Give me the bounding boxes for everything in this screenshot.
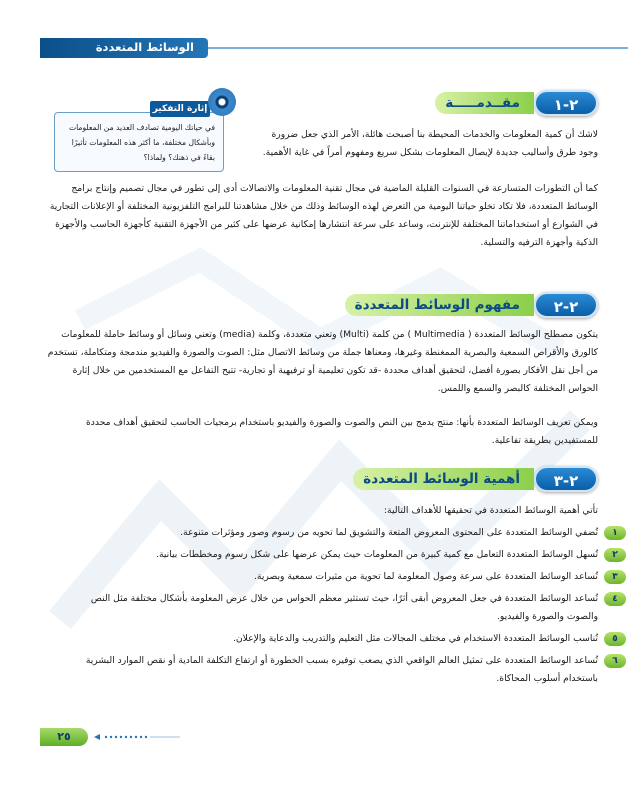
list-item-text: تُساعد الوسائط المتعددة في جعل المعروض أبقى أثرًا، حيث تستثير معظم الحواس من خلال عرض المعلومة بأشكال مختلفة مثل النص والصوت والصورة والفيديو. bbox=[90, 593, 598, 622]
concept-paragraph-1: يتكون مصطلح الوسائط المتعددة ( Multimedia ) من كلمة (Multi) وتعني متعددة، وكلمة (media) وتعني وسائل أو وسائط حاملة للمعلومات كالورق والأقراص السمعية والبصرية الممغنطة وغيرها، ومعناها جملة من وسائط الاتصال مثل: الصوت والصورة والفيديو مندمجة ومتكاملة، تستخدم من أجل نقل الأفكار بصورة أفضل، لتحقيق أهداف محددة -قد تكون تعليمية أو ترفيهية أو تجارية- تتيح التفاعل مع المستخدمين من خلال إثارة الحواس المختلفة كالبصر والسمع واللمس. bbox=[47, 329, 598, 394]
concept-paragraph-2: ويمكن تعريف الوسائط المتعددة بأنها: منتج يدمج بين النص والصوت والصورة والفيديو باستخدام برمجيات الحاسب لتحقيق أهداف محددة للمستفيدين بطريقة تفاعلية. bbox=[85, 417, 598, 446]
bullet-number: ٦ bbox=[604, 654, 626, 668]
bullet-number: ١ bbox=[604, 526, 626, 540]
section-title: مقــدمـــــة bbox=[435, 92, 534, 114]
bullet-number: ٤ bbox=[604, 592, 626, 606]
section-heading-importance bbox=[348, 466, 598, 492]
section-number: ٢-١ bbox=[534, 90, 598, 116]
list-item-text: تُسهل الوسائط المتعددة التعامل مع كمية كبيرة من المعلومات حيث يمكن عرضها على شكل رسوم ومخططات بيانية. bbox=[156, 549, 598, 560]
intro-paragraph-2: كما أن التطورات المتسارعة في السنوات القليلة الماضية في مجال تقنية المعلومات والاتصالات أدى إلى تطور في مجال تصميم وإنتاج برامج الوسائط المتعددة، فلا تكاد تخلو حياتنا اليومية من التعرض لهذه الوسائط وذلك من خلال مشاهدتنا للبرامج التلفزيونية المختلفة أو الإعلانات التجارية في الشوارع أو استخداماتنا المختلفة للإنترنت، وساعد على سرعة انتشارها إمكانية عرضها على كثير من الأجهزة التقنية كأجهزة الحاسب والأجهزة الذكية وأجهزة الترفيه والتسلية. bbox=[49, 183, 598, 248]
header-banner bbox=[40, 38, 208, 58]
bullet-number: ٣ bbox=[604, 570, 626, 584]
list-item bbox=[68, 568, 618, 586]
thinking-prompt-box bbox=[54, 112, 224, 172]
arrow-icon bbox=[92, 733, 182, 741]
page-number: ٢٥ bbox=[40, 728, 88, 746]
list-item bbox=[68, 590, 618, 626]
importance-intro: تأتي أهمية الوسائط المتعددة في تحقيقها للأهداف التالية: bbox=[383, 505, 598, 516]
list-item bbox=[68, 630, 618, 648]
list-item-text: تُناسب الوسائط المتعددة الاستخدام في مختلف المجالات مثل التعليم والتدريب والدعاية والإعلان. bbox=[233, 633, 598, 644]
section-title: أهمية الوسائط المتعددة bbox=[353, 468, 534, 490]
section-title: مفهوم الوسائط المتعددة bbox=[345, 294, 534, 316]
list-item bbox=[68, 524, 618, 542]
bullet-number: ٢ bbox=[604, 548, 626, 562]
intro-paragraph-1: لاشك أن كمية المعلومات والخدمات المحيطة بنا أصبحت هائلة، الأمر الذي جعل ضرورة وجود طرق وأساليب جديدة لإيصال المعلومات بشكل سريع ومفهوم أمراً في غاية الأهمية. bbox=[262, 129, 598, 158]
list-item-text: تُساعد الوسائط المتعددة على تمثيل العالم الواقعي الذي يصعب توفيره بسبب الخطورة أو ارتفاع التكلفة المادية أو نقص الموارد البشرية باستخدام أسلوب المحاكاة. bbox=[85, 655, 598, 684]
list-item bbox=[68, 652, 618, 688]
thinking-prompt-text: في حياتك اليومية تصادف العديد من المعلومات وبأشكال مختلفة، ما أكثر هذه المعلومات تأثيرًا بقاءً في ذهنك؟ ولماذا؟ bbox=[68, 123, 215, 162]
section-heading-concept bbox=[348, 292, 598, 318]
list-item-text: تُضفي الوسائط المتعددة على المحتوى المعروض المتعة والتشويق لما تحويه من رسوم وصور ومؤثرات متنوعة. bbox=[180, 527, 598, 538]
disc-icon bbox=[208, 88, 236, 116]
chapter-title: الوسائط المتعددة bbox=[95, 40, 194, 54]
section-number: ٢-٣ bbox=[534, 466, 598, 492]
section-heading-intro bbox=[388, 90, 598, 116]
thinking-prompt-tag: إثارة التفكير bbox=[150, 101, 210, 117]
section-number: ٢-٢ bbox=[534, 292, 598, 318]
list-item bbox=[68, 546, 618, 564]
bullet-number: ٥ bbox=[604, 632, 626, 646]
header-rule bbox=[208, 47, 628, 49]
list-item-text: تُساعد الوسائط المتعددة على سرعة وصول المعلومة لما تحوية من مثيرات سمعية وبصرية. bbox=[254, 571, 598, 582]
